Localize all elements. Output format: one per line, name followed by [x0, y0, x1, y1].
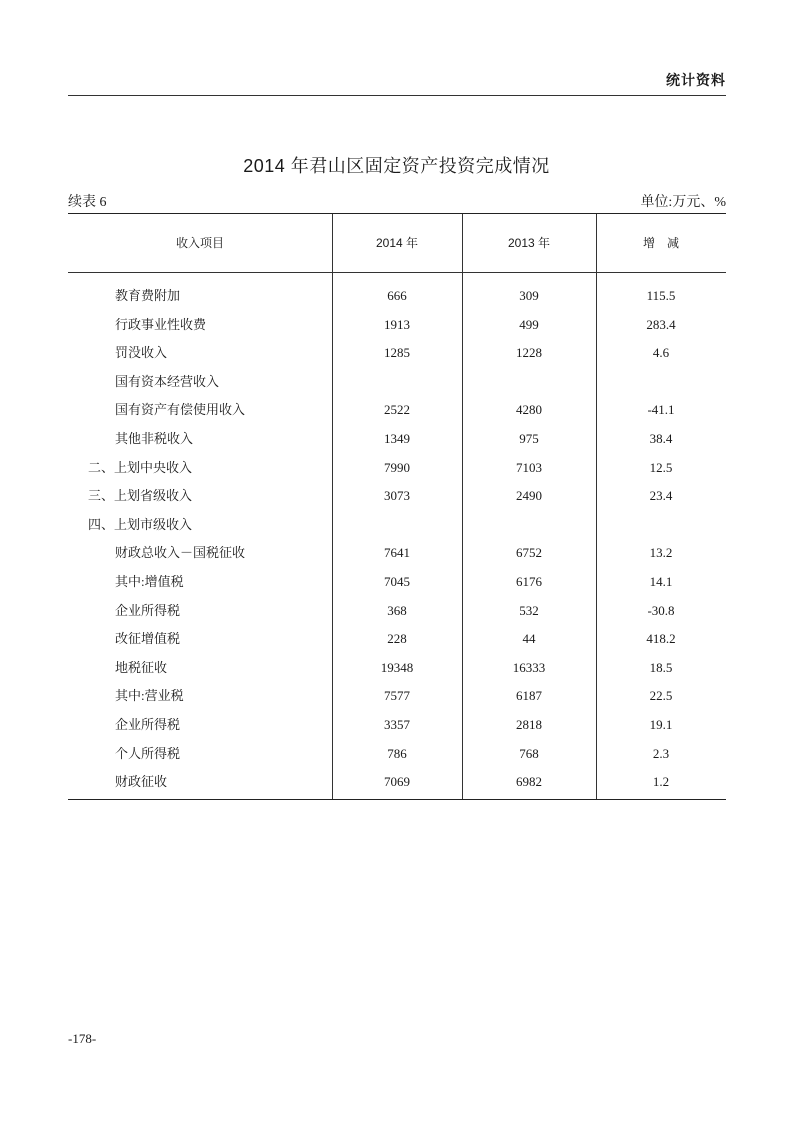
- value-2013: 309: [519, 288, 539, 303]
- value-2013: 44: [522, 631, 536, 647]
- table-row: [68, 768, 726, 797]
- value-change: 19.1: [649, 716, 673, 732]
- value-2013: 16333: [512, 659, 546, 675]
- value-2013: [462, 368, 596, 397]
- value-change: 115.5: [646, 288, 676, 303]
- value-change: 283.4: [646, 316, 676, 332]
- table-unit-label: 单位:万元、%: [640, 195, 726, 210]
- table-title: 2014 年君山区固定资产投资完成情况: [243, 156, 550, 176]
- value-change: [596, 368, 726, 397]
- value-change: [596, 511, 726, 540]
- value-change: 12.5: [649, 459, 673, 475]
- value-2013: 532: [519, 602, 539, 618]
- row-item-label: 国有资本经营收入: [115, 373, 220, 389]
- row-item-label: 二、上划中央收入: [88, 459, 193, 475]
- row-item-label: 罚没收入: [115, 345, 168, 361]
- value-2014: 7990: [384, 459, 410, 475]
- column-header-2014: 2014 年: [375, 236, 419, 250]
- value-2013: 2818: [516, 716, 542, 732]
- value-2014: 7069: [384, 774, 410, 790]
- column-header-2013: 2013 年: [507, 236, 551, 250]
- value-2014: 2522: [384, 402, 410, 418]
- value-2014: [332, 511, 462, 540]
- value-2014: 666: [387, 288, 407, 303]
- value-2014: 1285: [384, 345, 410, 361]
- value-2014: 1913: [384, 316, 410, 332]
- table-body: [68, 282, 726, 797]
- table-row: [68, 368, 726, 397]
- table-header: [68, 214, 726, 273]
- value-change: -41.1: [647, 402, 675, 418]
- value-2014: 7045: [384, 573, 410, 589]
- table-row: [68, 740, 726, 769]
- row-item-label: 个人所得税: [115, 745, 181, 761]
- table-row: [68, 511, 726, 540]
- value-change: 14.1: [649, 573, 673, 589]
- value-2014: 7577: [384, 688, 410, 704]
- table-row: [68, 539, 726, 568]
- value-2014: 228: [387, 631, 407, 647]
- row-item-label: 财政征收: [115, 774, 168, 790]
- row-item-label: 企业所得税: [115, 602, 181, 618]
- table-row: [68, 454, 726, 483]
- column-header-item: 收入项目: [175, 236, 224, 250]
- table-row: [68, 654, 726, 683]
- header-rule: [68, 95, 726, 96]
- row-item-label: 其中:营业税: [115, 688, 184, 704]
- row-item-label: 企业所得税: [115, 716, 181, 732]
- table-row: [68, 396, 726, 425]
- row-item-label: 行政事业性收费: [115, 316, 207, 332]
- page-number: -178-: [68, 1031, 97, 1046]
- value-change: 22.5: [649, 688, 673, 704]
- table-row: [68, 597, 726, 626]
- row-item-label: 国有资产有偿使用收入: [115, 402, 246, 418]
- row-item-label: 地税征收: [115, 659, 168, 675]
- value-change: 18.5: [649, 659, 673, 675]
- value-2013: 768: [519, 745, 539, 761]
- value-2014: 368: [387, 602, 407, 618]
- row-item-label: 其他非税收入: [115, 430, 194, 446]
- value-2013: 1228: [516, 345, 542, 361]
- value-change: 2.3: [652, 745, 670, 761]
- value-change: 23.4: [649, 488, 673, 504]
- row-item-label: 财政总收入－国税征收: [115, 545, 246, 561]
- row-item-label: 教育费附加: [115, 288, 181, 303]
- row-item-label: 其中:增值税: [115, 573, 184, 589]
- row-item-label: 四、上划市级收入: [88, 516, 193, 532]
- revenue-table: [68, 213, 726, 800]
- value-2014: 7641: [384, 545, 410, 561]
- value-2013: 6982: [516, 774, 542, 790]
- table-row: [68, 568, 726, 597]
- table-row: [68, 282, 726, 311]
- value-change: 4.6: [652, 345, 670, 361]
- value-2013: 6176: [516, 573, 542, 589]
- value-2014: 1349: [384, 430, 410, 446]
- value-2013: 2490: [516, 488, 542, 504]
- value-2013: 7103: [516, 459, 542, 475]
- value-change: 38.4: [649, 430, 673, 446]
- value-2013: 4280: [516, 402, 542, 418]
- table-row: [68, 711, 726, 740]
- value-2014: [332, 368, 462, 397]
- table-row: [68, 311, 726, 340]
- table-row: [68, 682, 726, 711]
- table-row: [68, 339, 726, 368]
- value-change: 13.2: [649, 545, 673, 561]
- table-row: [68, 482, 726, 511]
- value-change: -30.8: [647, 602, 675, 618]
- value-2014: 19348: [380, 659, 414, 675]
- table-row: [68, 425, 726, 454]
- value-change: 1.2: [652, 774, 670, 790]
- value-2014: 786: [387, 745, 407, 761]
- row-item-label: 改征增值税: [115, 631, 181, 647]
- running-header: 统计资料: [666, 72, 726, 88]
- value-2013: 6187: [516, 688, 542, 704]
- row-item-label: 三、上划省级收入: [88, 488, 193, 504]
- value-change: 418.2: [646, 631, 676, 647]
- value-2013: 975: [519, 430, 539, 446]
- value-2013: [462, 511, 596, 540]
- value-2014: 3357: [384, 716, 410, 732]
- value-2013: 499: [519, 316, 539, 332]
- value-2013: 6752: [516, 545, 542, 561]
- column-header-change: 增 减: [642, 236, 679, 250]
- table-row: [68, 625, 726, 654]
- value-2014: 3073: [384, 488, 410, 504]
- table-continuation-label: 续表 6: [68, 195, 107, 210]
